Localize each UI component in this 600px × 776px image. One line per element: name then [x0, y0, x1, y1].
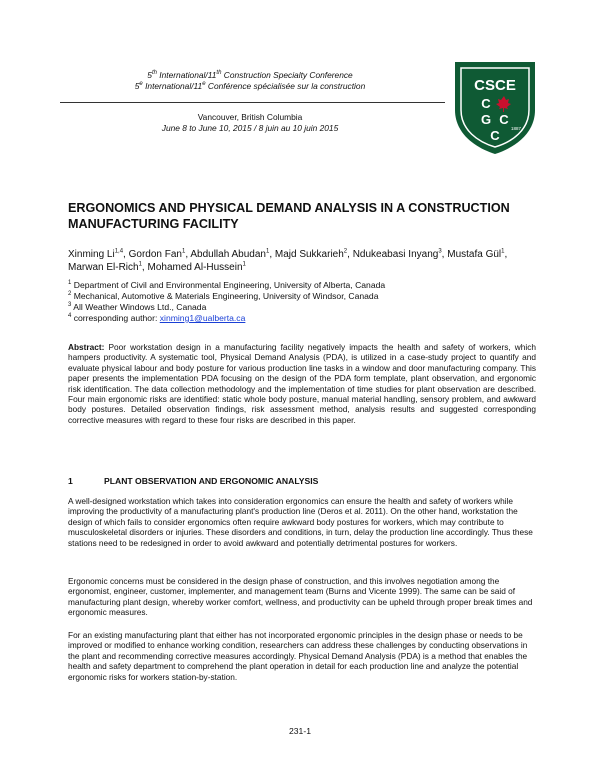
author-affiliation-mark: 1,4 [114, 248, 124, 255]
logo-text-csce: CSCE [474, 77, 516, 94]
abstract-text: Poor workstation design in a manufacturing facility negatively impacts the health and safety of workers, which hampers productivity. A systematic tool, Physical Demand Analysis (PDA), is utilized in a case-study project to quantify and evaluate physical labour and body posture for various production line tasks in a window and door manufacturing company. This paper presents the implementation PDA focusing on the design of the PDA form template, plant observation, and ergonomic risk identification. The data collection methodology and the implementation of time studies for plant observation are described. Four main ergonomic risks are identified: static whole body posture, manual material handling, sensory problem, and awkward body postures. Detailed observation findings, risk assessment method, analysis results and suggested corresponding corrective measures with regard to these four risks are described in this paper. [68, 342, 536, 425]
affiliation-4: $^4$ corresponding author: xinming1@ualberta.ca [68, 313, 246, 323]
author-name: Ndukeabasi Inyang [352, 249, 439, 260]
author-name: Abdullah Abudan [190, 249, 266, 260]
conference-dates: June 8 to June 10, 2015 / 8 juin au 10 juin 2015 [161, 123, 339, 133]
section-paragraph-2: Ergonomic concerns must be considered in the design phase of construction, and this involves negotiation among the ergonomist, engineer, customer, implementer, and management team (Burns and Vicente 1999). The same can be said of manufacturing plant design, whereby worker comfort, wellness, and productivity can be upheld through proper break times and ergonomic measures. [68, 576, 533, 618]
logo-letter-c1: C [481, 96, 491, 111]
conference-location: Vancouver, British Columbia [197, 112, 303, 122]
logo-year: 1887 [510, 126, 522, 131]
author-separator: , [123, 249, 129, 260]
page-number: 231-1 [289, 726, 311, 736]
conference-line-french: 5e International/11e Conférence spécialisée sur la construction [134, 81, 366, 91]
header-rule [60, 102, 445, 103]
author-separator: , [504, 249, 508, 260]
affiliation-3: $^3$ All Weather Windows Ltd., Canada [68, 302, 207, 312]
section-heading: 1 PLANT OBSERVATION AND ERGONOMIC ANALYSIS [68, 476, 319, 486]
logo-letter-c3: C [490, 128, 500, 143]
author-list [68, 248, 538, 274]
author-name: Xinming Li [68, 249, 115, 260]
author-name: Marwan El-Rich [68, 262, 139, 273]
author-affiliation-mark: 1 [242, 261, 246, 268]
affiliation-2: $^2$ Mechanical, Automotive & Materials Engineering, University of Windsor, Canada [68, 291, 379, 301]
author-name: Gordon Fan [128, 249, 182, 260]
abstract-label: Abstract: [68, 342, 105, 352]
author-name: Mohamed Al-Hussein [147, 262, 243, 273]
author-affiliation-mark: 2 [343, 248, 348, 255]
paper-title: ERGONOMICS AND PHYSICAL DEMAND ANALYSIS IN A CONSTRUCTION MANUFACTURING FACILITY [68, 201, 510, 231]
author-separator: , [347, 249, 353, 260]
author-affiliation-mark: 1 [501, 248, 505, 255]
author-name: Majd Sukkarieh [274, 249, 344, 260]
section-paragraph-1: A well-designed workstation which takes into consideration ergonomics can ensure the health and safety of workers while improving the productivity of a manufacturing plant's production line (Deros et al. 2011). On the other hand, workstation the design of which fails to consider ergonomics often require awkward body postures for workers, which may contribute to musculoskeletal disorders or injuries. These disorders and conditions, in turn, delay the production line accordingly. Thus these stations need to be redesigned in order to avoid awkward and potentially detrimental postures for workers. [68, 496, 533, 548]
author-separator: , [269, 249, 275, 260]
conference-line-english: 5th International/11th Construction Specialty Conference [147, 70, 353, 80]
logo-letter-g: G [480, 112, 492, 127]
csce-logo [452, 58, 538, 156]
abstract [68, 342, 536, 425]
section-paragraph-3: For an existing manufacturing plant that either has not incorporated ergonomic principles in the design phase or needs to be improved or modified to enhance working condition, researchers can address these challenges by conducting observations in the plant and recommending corrective measures accordingly. Physical Demand Analysis (PDA) is a method that enables the health and safety department to comprehend the plant operation in detail for each production line and analyze the potential ergonomic risks for workers station-by-station. [68, 630, 528, 682]
author-affiliation-mark: 1 [265, 248, 270, 255]
author-affiliation-mark: 3 [438, 248, 442, 255]
author-separator: , [441, 249, 448, 260]
corresponding-email-link[interactable]: xinming1@ualberta.ca [159, 313, 246, 323]
author-affiliation-mark: 1 [181, 248, 186, 255]
author-name: Mustafa Gül [447, 249, 502, 260]
affiliation-1: $^1$ Department of Civil and Environmental Engineering, University of Alberta, Canada [68, 280, 386, 290]
author-separator: , [141, 262, 148, 273]
logo-letter-c2: C [499, 112, 509, 127]
author-affiliation-mark: 1 [138, 261, 142, 268]
author-separator: , [185, 249, 191, 260]
